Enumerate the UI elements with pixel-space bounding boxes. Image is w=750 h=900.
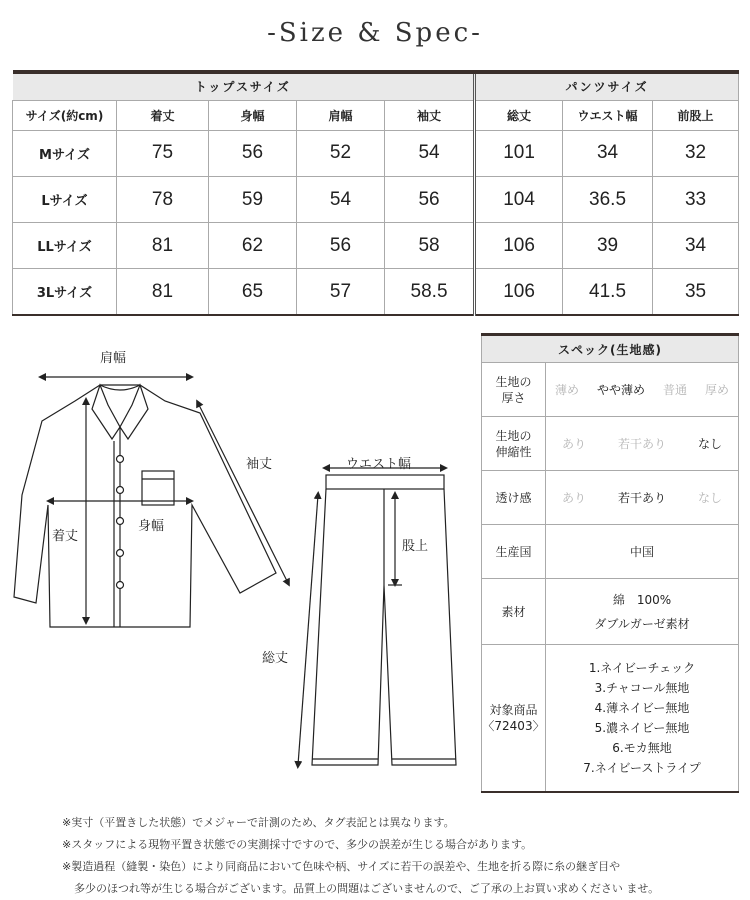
option-thin: 薄め	[554, 383, 579, 397]
table-cell: 32	[653, 130, 739, 176]
table-cell: 104	[475, 176, 563, 222]
spec-row-products	[482, 645, 739, 793]
page-title: -Size & Spec-	[267, 18, 483, 48]
table-cell: 56	[385, 176, 475, 222]
sleeve-length-arrow	[198, 403, 288, 583]
table-cell: 57	[297, 269, 385, 315]
table-cell: 106	[475, 223, 563, 269]
thickness-options	[546, 363, 739, 417]
pants-icon	[312, 475, 456, 765]
table-cell: 41.5	[563, 269, 653, 315]
list-item: 3.チャコール無地	[594, 681, 690, 695]
shirt-icon	[14, 385, 276, 627]
size-label: Mサイズ	[13, 130, 117, 176]
table-cell: 62	[209, 223, 297, 269]
option-none: なし	[697, 491, 722, 505]
table-cell: 34	[563, 130, 653, 176]
list-item: 5.濃ネイビー無地	[594, 721, 690, 735]
table-row	[13, 223, 739, 269]
sheer-options	[546, 471, 739, 525]
tops-size-group-header: トップスサイズ	[13, 72, 475, 100]
pants-size-group-header: パンツサイズ	[475, 72, 739, 100]
shoulder-width-label: 肩幅	[100, 351, 127, 366]
spec-row-thickness	[482, 363, 739, 417]
table-row	[13, 269, 739, 315]
table-cell: 35	[653, 269, 739, 315]
spec-table	[481, 333, 739, 793]
sleeve-length-label: 袖丈	[246, 457, 273, 472]
length-label: 着丈	[52, 529, 79, 544]
origin-value: 中国	[546, 525, 739, 579]
table-cell: 56	[297, 223, 385, 269]
spec-label-line: 生地の	[495, 374, 532, 389]
table-cell: 52	[297, 130, 385, 176]
note-line: ※実寸（平置きした状態）でメジャーで計測のため、タグ表記とは異なります。	[62, 816, 455, 829]
table-cell: 101	[475, 130, 563, 176]
table-cell: 34	[653, 223, 739, 269]
table-cell: 75	[117, 130, 209, 176]
option-slight: 若干あり	[617, 491, 666, 505]
note-line: 多少のほつれ等が生じる場合がございます。品質上の問題はございませんので、ご了承の上お買い求めください ませ。	[74, 882, 660, 895]
size-column-header: サイズ(約cm)	[13, 100, 117, 130]
note-line: ※スタッフによる現物平置き状態での実測採寸ですので、多少の誤差が生じる場合があります。	[62, 838, 533, 851]
spec-label-line: 生地の	[495, 428, 532, 443]
table-cell: 81	[117, 269, 209, 315]
garment-illustration	[0, 335, 470, 785]
column-header-body-width: 身幅	[209, 100, 297, 130]
product-number: 〈72403〉	[482, 719, 545, 733]
spec-label-thickness	[482, 363, 546, 417]
spec-label-origin: 生産国	[482, 525, 546, 579]
table-cell: 59	[209, 176, 297, 222]
notes	[62, 812, 742, 900]
total-length-arrow	[298, 495, 318, 765]
product-list	[546, 645, 739, 793]
column-header-total-length: 総丈	[475, 100, 563, 130]
size-label: 3Lサイズ	[13, 269, 117, 315]
column-header-shoulder: 肩幅	[297, 100, 385, 130]
note-line: ※製造過程（縫製・染色）により同商品において色味や柄、サイズに若干の誤差や、生地を折る際に糸の継ぎ目や	[62, 860, 621, 873]
table-row	[13, 176, 739, 222]
table-cell: 106	[475, 269, 563, 315]
list-item: 6.モカ無地	[612, 741, 672, 755]
column-header-front-rise: 前股上	[653, 100, 739, 130]
spec-row-material	[482, 579, 739, 645]
waist-width-label: ウエスト幅	[346, 457, 412, 472]
column-header-length: 着丈	[117, 100, 209, 130]
option-yes: あり	[561, 437, 586, 451]
material-composition: 綿 100%	[612, 592, 672, 607]
column-header-waist: ウエスト幅	[563, 100, 653, 130]
table-cell: 56	[209, 130, 297, 176]
table-row	[13, 130, 739, 176]
list-item: 1.ネイビーチェック	[588, 661, 696, 675]
size-label: LLサイズ	[13, 223, 117, 269]
table-cell: 54	[385, 130, 475, 176]
spec-row-stretch	[482, 417, 739, 471]
option-slightly-thin: やや薄め	[596, 383, 645, 397]
size-table	[12, 70, 739, 316]
table-cell: 58.5	[385, 269, 475, 315]
list-item: 4.薄ネイビー無地	[594, 701, 690, 715]
spec-label-line: 厚さ	[501, 390, 526, 405]
table-cell: 33	[653, 176, 739, 222]
option-thick: 厚め	[704, 383, 729, 397]
option-normal: 普通	[662, 383, 687, 397]
spec-header: スペック(生地感)	[482, 335, 739, 363]
spec-label-stretch	[482, 417, 546, 471]
spec-label-line: 対象商品	[489, 703, 538, 717]
table-cell: 81	[117, 223, 209, 269]
rise-label: 股上	[402, 539, 429, 554]
table-cell: 39	[563, 223, 653, 269]
size-label: Lサイズ	[13, 176, 117, 222]
measurement-diagram	[0, 335, 470, 785]
table-cell: 65	[209, 269, 297, 315]
column-header-sleeve: 袖丈	[385, 100, 475, 130]
total-length-label: 総丈	[262, 651, 289, 666]
option-yes: あり	[561, 491, 586, 505]
spec-label-material: 素材	[482, 579, 546, 645]
spec-label-sheer: 透け感	[482, 471, 546, 525]
spec-row-sheer	[482, 471, 739, 525]
table-cell: 54	[297, 176, 385, 222]
option-none: なし	[697, 437, 722, 451]
table-cell: 78	[117, 176, 209, 222]
option-slight: 若干あり	[617, 437, 666, 451]
table-cell: 58	[385, 223, 475, 269]
body-width-label: 身幅	[138, 519, 165, 534]
list-item: 7.ネイビーストライプ	[583, 761, 701, 775]
material-type: ダブルガーゼ素材	[594, 616, 690, 631]
table-cell: 36.5	[563, 176, 653, 222]
spec-row-origin	[482, 525, 739, 579]
spec-label-line: 伸縮性	[495, 444, 532, 459]
material-value	[546, 579, 739, 645]
stretch-options	[546, 417, 739, 471]
spec-label-products	[482, 645, 546, 793]
